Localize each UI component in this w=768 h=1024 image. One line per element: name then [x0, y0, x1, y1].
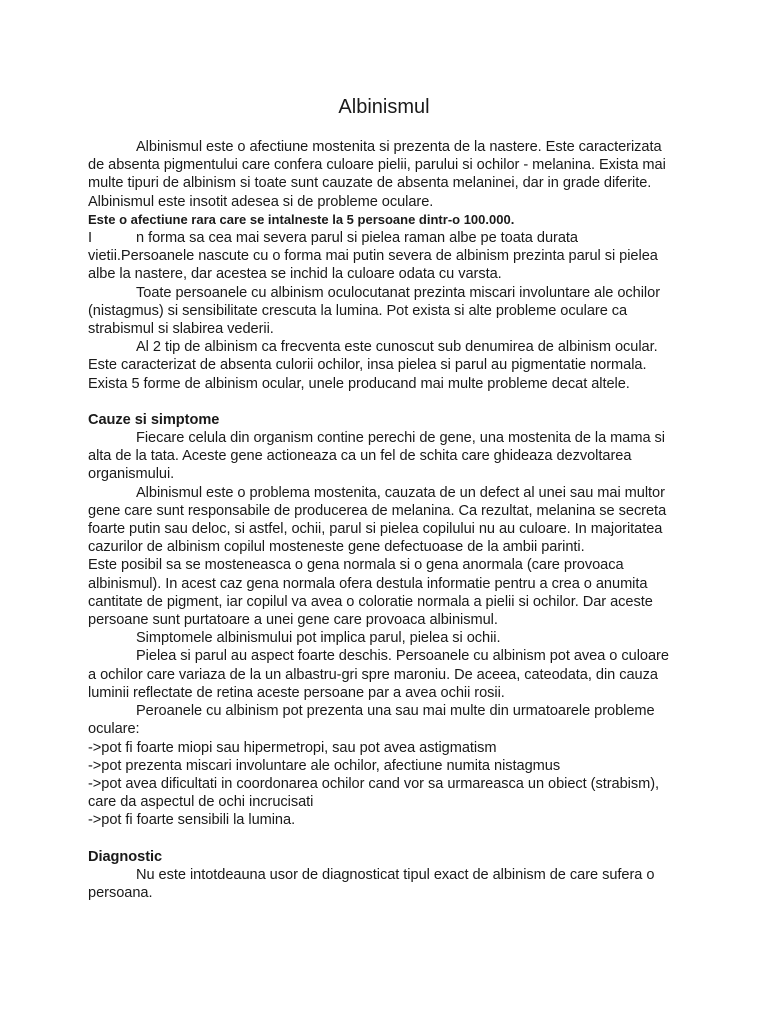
heading-causes: Cauze si simptome: [88, 411, 220, 428]
list-item: ->pot fi foarte miopi sau hipermetropi, sau pot avea astigmatism: [88, 739, 497, 756]
paragraph-severe-form-text: n forma sa cea mai severa parul si pielea raman albe pe toata durata vietii.Persoanele nascute cu o forma mai putin severa de albinism prezinta parul si pielea albe la nastere, dar acestea se inchid la culoare odata cu varsta.: [88, 230, 658, 283]
list-item: ->pot fi foarte sensibili la lumina.: [88, 812, 296, 829]
paragraph-skin-hair: Pielea si parul au aspect foarte deschis. Persoanele cu albinism pot avea o culoare a ochilor care variaza de la un albastru-gri spre maroniu. De aceea, cateodata, din cauza luminii reflectate de retina aceste persoane par a avea ochii rosii.: [88, 648, 669, 701]
list-item: ->pot prezenta miscari involuntare ale ochilor, afectiune numita nistagmus: [88, 757, 561, 774]
paragraph-inherited: Albinismul este o problema mostenita, cauzata de un defect al unei sau mai multor gene care sunt responsabile de producerea de melanina. Ca rezultat, melanina se secreta foarte putin sau deloc, si astfel, ochii, parul si pielea copilului nu au culoare. In majoritatea cazurilor de albinism copilul mosteneste gene defectuoase de la ambii parinti.: [88, 484, 667, 556]
paragraph-eye-problems: Peroanele cu albinism pot prezenta una sau mai multe din urmatoarele probleme oculare:: [88, 703, 655, 738]
paragraph-carrier: Este posibil sa se mosteneasca o gena normala si o gena anormala (care provoaca albinismul). In acest caz gena normala ofera destula informatie pentru a crea o anumita cantitate de pigment, iar copilul va avea o coloratie normala a pielii si ochilor. Dar aceste persoane sunt purtatoare a unei gene care provoaca albinismul.: [88, 557, 653, 629]
heading-diagnostic: Diagnostic: [88, 848, 163, 865]
paragraph-severe-form: [88, 229, 680, 284]
list-item: ->pot avea dificultati in coordonarea ochilor cand vor sa urmareasca un obiect (strabism), care da aspectul de ochi incrucisati: [88, 775, 660, 811]
drop-letter: I: [88, 230, 93, 247]
document-body: [88, 138, 680, 902]
paragraph-genes: Fiecare celula din organism contine perechi de gene, una mostenita de la mama si alta de la tata. Aceste gene actioneaza ca un fel de schita care ghideaza dezvoltarea organismului.: [88, 430, 665, 483]
paragraph-symptoms: Simptomele albinismului pot implica parul, pielea si ochii.: [136, 630, 501, 647]
paragraph-diagnosis: Nu este intotdeauna usor de diagnosticat tipul exact de albinism de care sufera o persoana.: [88, 866, 655, 901]
paragraph-ocular: Al 2 tip de albinism ca frecventa este cunoscut sub denumirea de albinism ocular. Este caracterizat de absenta culorii ochilor, insa pielea si parul au pigmentatie normala. Exista 5 forme de albinism ocular, unele producand mai multe probleme decat altele.: [88, 339, 658, 392]
paragraph-oculocutaneous: Toate persoanele cu albinism oculocutanat prezinta miscari involuntare ale ochilor (nistagmus) si sensibilitate crescuta la lumina. Pot exista si alte probleme oculare ca strabismul si slabirea vederii.: [88, 284, 660, 338]
paragraph-intro: Albinismul este o afectiune mostenita si prezenta de la nastere. Este caracterizata de absenta pigmentului care confera culoare pielii, parului si ochilor - melanina. Exista mai multe tipuri de albinism si toate sunt cauzate de absenta melaninei, dar in grade diferite. Albinismul este insotit adesea si de probleme oculare.: [88, 139, 666, 210]
document-title: Albinismul: [338, 96, 430, 118]
paragraph-frequency: Este o afectiune rara care se intalneste la 5 persoane dintr-o 100.000.: [88, 211, 515, 227]
